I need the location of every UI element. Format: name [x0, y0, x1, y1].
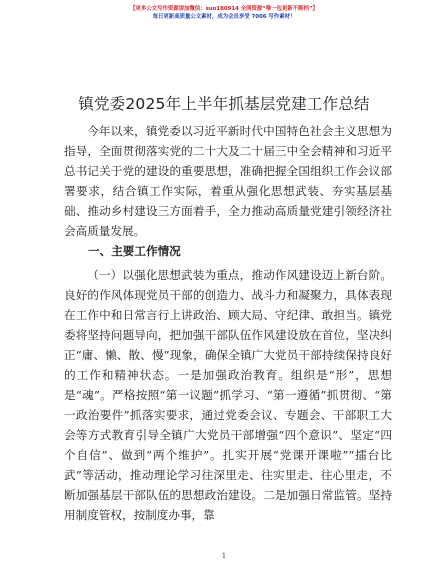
promo-banner-line-1: 【更多公文写作资源请加微信：suo180914 全网资源“唯一包更新不断档”】	[130, 6, 318, 12]
document-title: 镇党委2025年上半年抓基层党建工作总结	[78, 95, 370, 113]
promo-banner-line-2: 每日更新高质量公文素材，成为会员享受 7006 写作素材！	[152, 14, 296, 20]
page-number: 1	[221, 552, 227, 560]
section-heading: 一、主要工作情况	[88, 244, 181, 258]
body-paragraph: （一）以强化思想武装为重点，推动作风建设迈上新台阶。良好的作风体现党员干部的创造力、战斗力和凝聚力，具体表现在工作中和日常言行上讲政治、顾大局、守纪律、敢担当。镇党委将坚持问题导向，把加强干部队伍作风建设放在首位，坚决纠正“庸、懒、散、慢”现象，确保全镇广大党员干部持续保持良好的工作和精神状态。一是加强政治教育。组织是“形”，思想是“魂”。严格按照“第一议题”抓学习、“第一遵循”抓贯彻、“第一政治要件”抓落实要求，通过党委会议、专题会、干部职工大会等方式教育引导全镇广大党员干部增强“四个意识”、坚定“四个自信”、做到“两个维护”。扎实开展“党课开课啦”“擂台比武”等活动，推动理论学习往深里走、往实里走、往心里走，不断加强基层干部队伍的思想政治建设。二是加强日常监管。坚持用制度管权，按制度办事，靠	[64, 268, 392, 522]
promo-banner	[0, 5, 448, 21]
intro-paragraph: 今年以来，镇党委以习近平新时代中国特色社会主义思想为指导，全面贯彻落实党的二十大及二十届三中全会精神和习近平总书记关于党的建设的重要思想，准确把握全国组织工作会议部署要求，结合镇工作实际，着重从强化思想武装、夯实基层基础、推动乡村建设三方面着手，全力推动高质量党建引领经济社会高质量发展。	[64, 124, 392, 238]
